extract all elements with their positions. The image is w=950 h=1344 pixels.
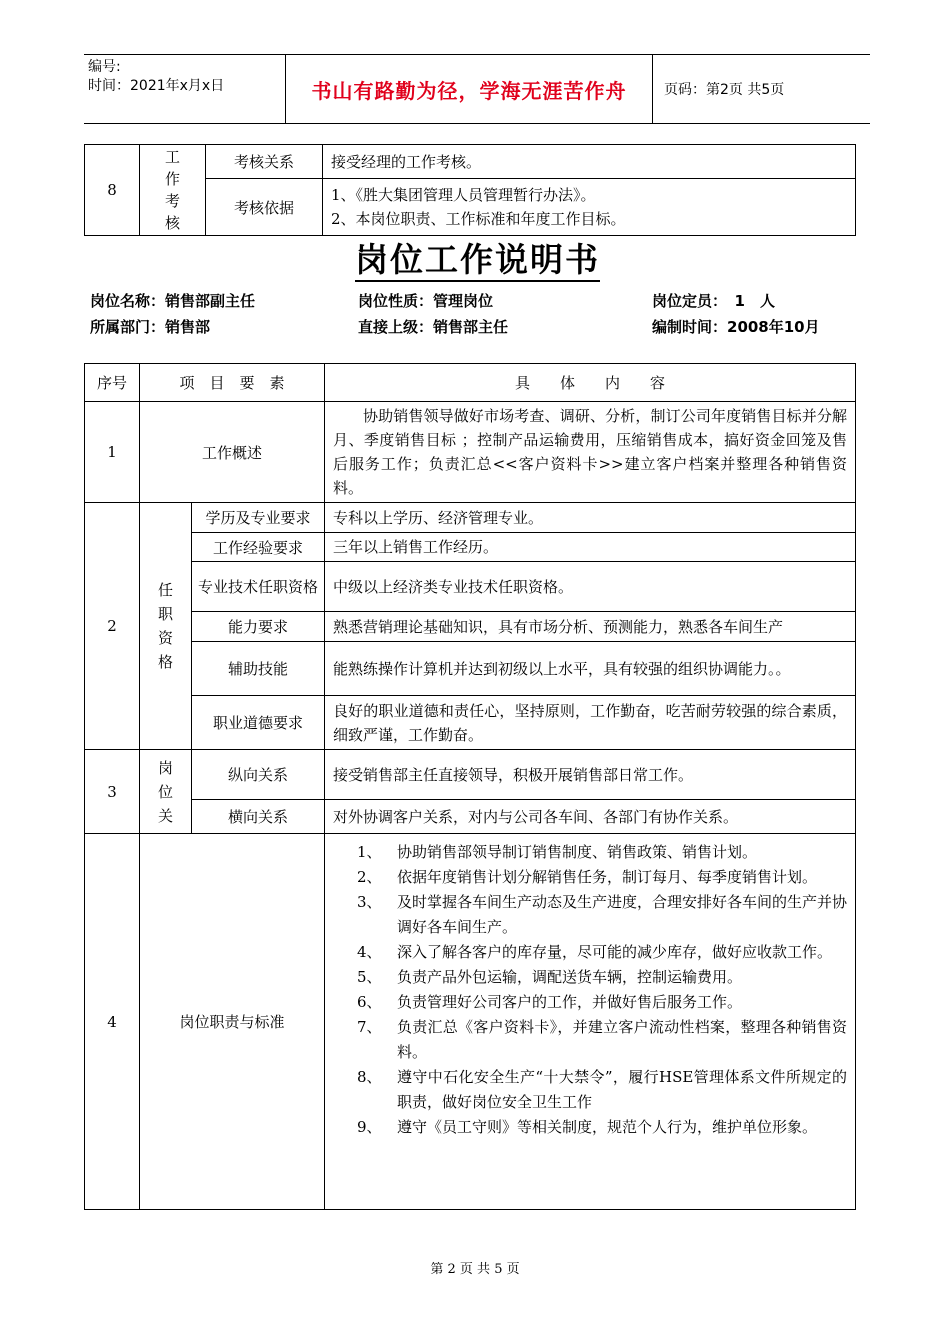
list-item-number: 8、 <box>357 1068 382 1086</box>
list-item <box>357 840 847 865</box>
item-cell: 岗位职责与标准 <box>140 834 325 1210</box>
list-item <box>357 1015 847 1065</box>
list-item-number: 7、 <box>357 1018 382 1036</box>
content-cell: 接受经理的工作考核。 <box>323 145 856 179</box>
item-cell: 考核依据 <box>206 179 323 236</box>
content-cell: 中级以上经济类专业技术任职资格。 <box>325 562 856 612</box>
department: 所属部门：销售部 <box>90 318 211 336</box>
table-row <box>85 562 856 612</box>
list-item <box>357 990 847 1015</box>
item-cell: 工作经验要求 <box>192 533 325 562</box>
list-item <box>357 1065 847 1115</box>
content-cell: 熟悉营销理论基础知识，具有市场分析、预测能力，熟悉各车间生产 <box>325 612 856 642</box>
list-item-number: 6、 <box>357 993 382 1011</box>
list-item <box>357 965 847 990</box>
table-row <box>85 696 856 750</box>
list-item-text: 负责管理好公司客户的工作，并做好售后服务工作。 <box>397 993 743 1011</box>
doc-time-label: 时间：2021年x月x日 <box>88 78 225 94</box>
content-cell: 良好的职业道德和责任心，坚持原则，工作勤奋，吃苦耐劳较强的综合素质，细致严谨，工作勤奋。 <box>325 696 856 750</box>
table-row <box>85 834 856 1210</box>
item-cell: 能力要求 <box>192 612 325 642</box>
direct-superior: 直接上级：销售部主任 <box>358 318 509 336</box>
content-cell: 1、《胜大集团管理人员管理暂行办法》。 2、本岗位职责、工作标准和年度工作目标。 <box>323 179 856 236</box>
header-page-info: 页码：第2页 共5页 <box>664 82 785 98</box>
list-item-text: 遵守中石化安全生产“十大禁令”，履行HSE管理体系文件所规定的职责，做好岗位安全卫生工作 <box>397 1068 848 1111</box>
list-item <box>357 940 847 965</box>
list-item-number: 4、 <box>357 943 382 961</box>
position-name: 岗位名称：销售部副主任 <box>90 292 256 310</box>
content-cell: 协助销售领导做好市场考查、调研、分析，制订公司年度销售目标并分解月、季度销售目标 ；控制产品运输费用，压缩销售成本，搞好资金回笼及售后服务工作；负责汇总<<客户资料卡>>建立客户档案并整理各种销售资料。 <box>325 402 856 503</box>
assessment-table <box>84 144 856 236</box>
list-item-text: 深入了解各客户的库存量，尽可能的减少库存，做好应收款工作。 <box>397 943 833 961</box>
table-row <box>85 750 856 800</box>
header-motto: 书山有路勤为径，学海无涯苦作舟 <box>285 55 653 123</box>
list-item <box>357 865 847 890</box>
seq-cell: 4 <box>85 834 140 1210</box>
page-header <box>84 54 870 124</box>
list-item-text: 协助销售部领导制订销售制度、销售政策、销售计划。 <box>397 843 758 861</box>
category-cell: 岗 位 关 <box>140 750 192 834</box>
list-item-text: 负责产品外包运输，调配送货车辆，控制运输费用。 <box>397 968 743 986</box>
list-item-number: 2、 <box>357 868 382 886</box>
item-cell: 职业道德要求 <box>192 696 325 750</box>
item-cell: 专业技术任职资格 <box>192 562 325 612</box>
table-row <box>85 612 856 642</box>
compile-time: 编制时间：2008年10月 <box>652 318 820 336</box>
category-cell: 工 作 考 核 <box>140 145 206 236</box>
duty-list <box>325 834 855 1144</box>
category-cell: 任 职 资 格 <box>140 503 192 750</box>
table-row <box>85 533 856 562</box>
content-cell: 能熟练操作计算机并达到初级以上水平，具有较强的组织协调能力。。 <box>325 642 856 696</box>
table-header-row <box>85 364 856 402</box>
item-cell: 学历及专业要求 <box>192 503 325 533</box>
list-item-text: 负责汇总《客户资料卡》，并建立客户流动性档案，整理各种销售资料。 <box>397 1018 848 1061</box>
header-content: 具 体 内 容 <box>325 364 856 402</box>
list-item-number: 5、 <box>357 968 382 986</box>
item-cell: 横向关系 <box>192 800 325 834</box>
table-row <box>85 402 856 503</box>
table-row <box>85 642 856 696</box>
headcount: 岗位定员： 1 人 <box>652 292 775 310</box>
document-title: 岗位工作说明书 <box>355 240 600 282</box>
item-cell: 纵向关系 <box>192 750 325 800</box>
header-seq: 序号 <box>85 364 140 402</box>
list-item-text: 及时掌握各车间生产动态及生产进度，合理安排好各车间的生产并协调好各车间生产。 <box>397 893 848 936</box>
content-cell: 专科以上学历、经济管理专业。 <box>325 503 856 533</box>
item-cell: 工作概述 <box>140 402 325 503</box>
table-row <box>85 800 856 834</box>
item-cell: 辅助技能 <box>192 642 325 696</box>
position-nature: 岗位性质：管理岗位 <box>358 292 494 310</box>
seq-cell: 2 <box>85 503 140 750</box>
page-footer: 第 2 页 共 5 页 <box>430 1262 520 1277</box>
list-item-number: 1、 <box>357 843 382 861</box>
list-item <box>357 1115 847 1140</box>
header-meta <box>88 58 224 96</box>
seq-cell: 3 <box>85 750 140 834</box>
list-item-number: 3、 <box>357 893 382 911</box>
list-item-text: 依据年度销售计划分解销售任务，制订每月、每季度销售计划。 <box>397 868 818 886</box>
job-description-table <box>84 363 856 1210</box>
table-row <box>85 503 856 533</box>
list-item <box>357 890 847 940</box>
content-cell <box>325 834 856 1210</box>
list-item-text: 遵守《员工守则》等相关制度，规范个人行为，维护单位形象。 <box>397 1118 818 1136</box>
doc-number-label: 编号: <box>88 59 121 75</box>
seq-cell: 1 <box>85 402 140 503</box>
list-item-number: 9、 <box>357 1118 382 1136</box>
header-item: 项 目 要 素 <box>140 364 325 402</box>
item-cell: 考核关系 <box>206 145 323 179</box>
content-cell: 对外协调客户关系，对内与公司各车间、各部门有协作关系。 <box>325 800 856 834</box>
seq-cell: 8 <box>85 145 140 236</box>
content-cell: 三年以上销售工作经历。 <box>325 533 856 562</box>
content-cell: 接受销售部主任直接领导，积极开展销售部日常工作。 <box>325 750 856 800</box>
